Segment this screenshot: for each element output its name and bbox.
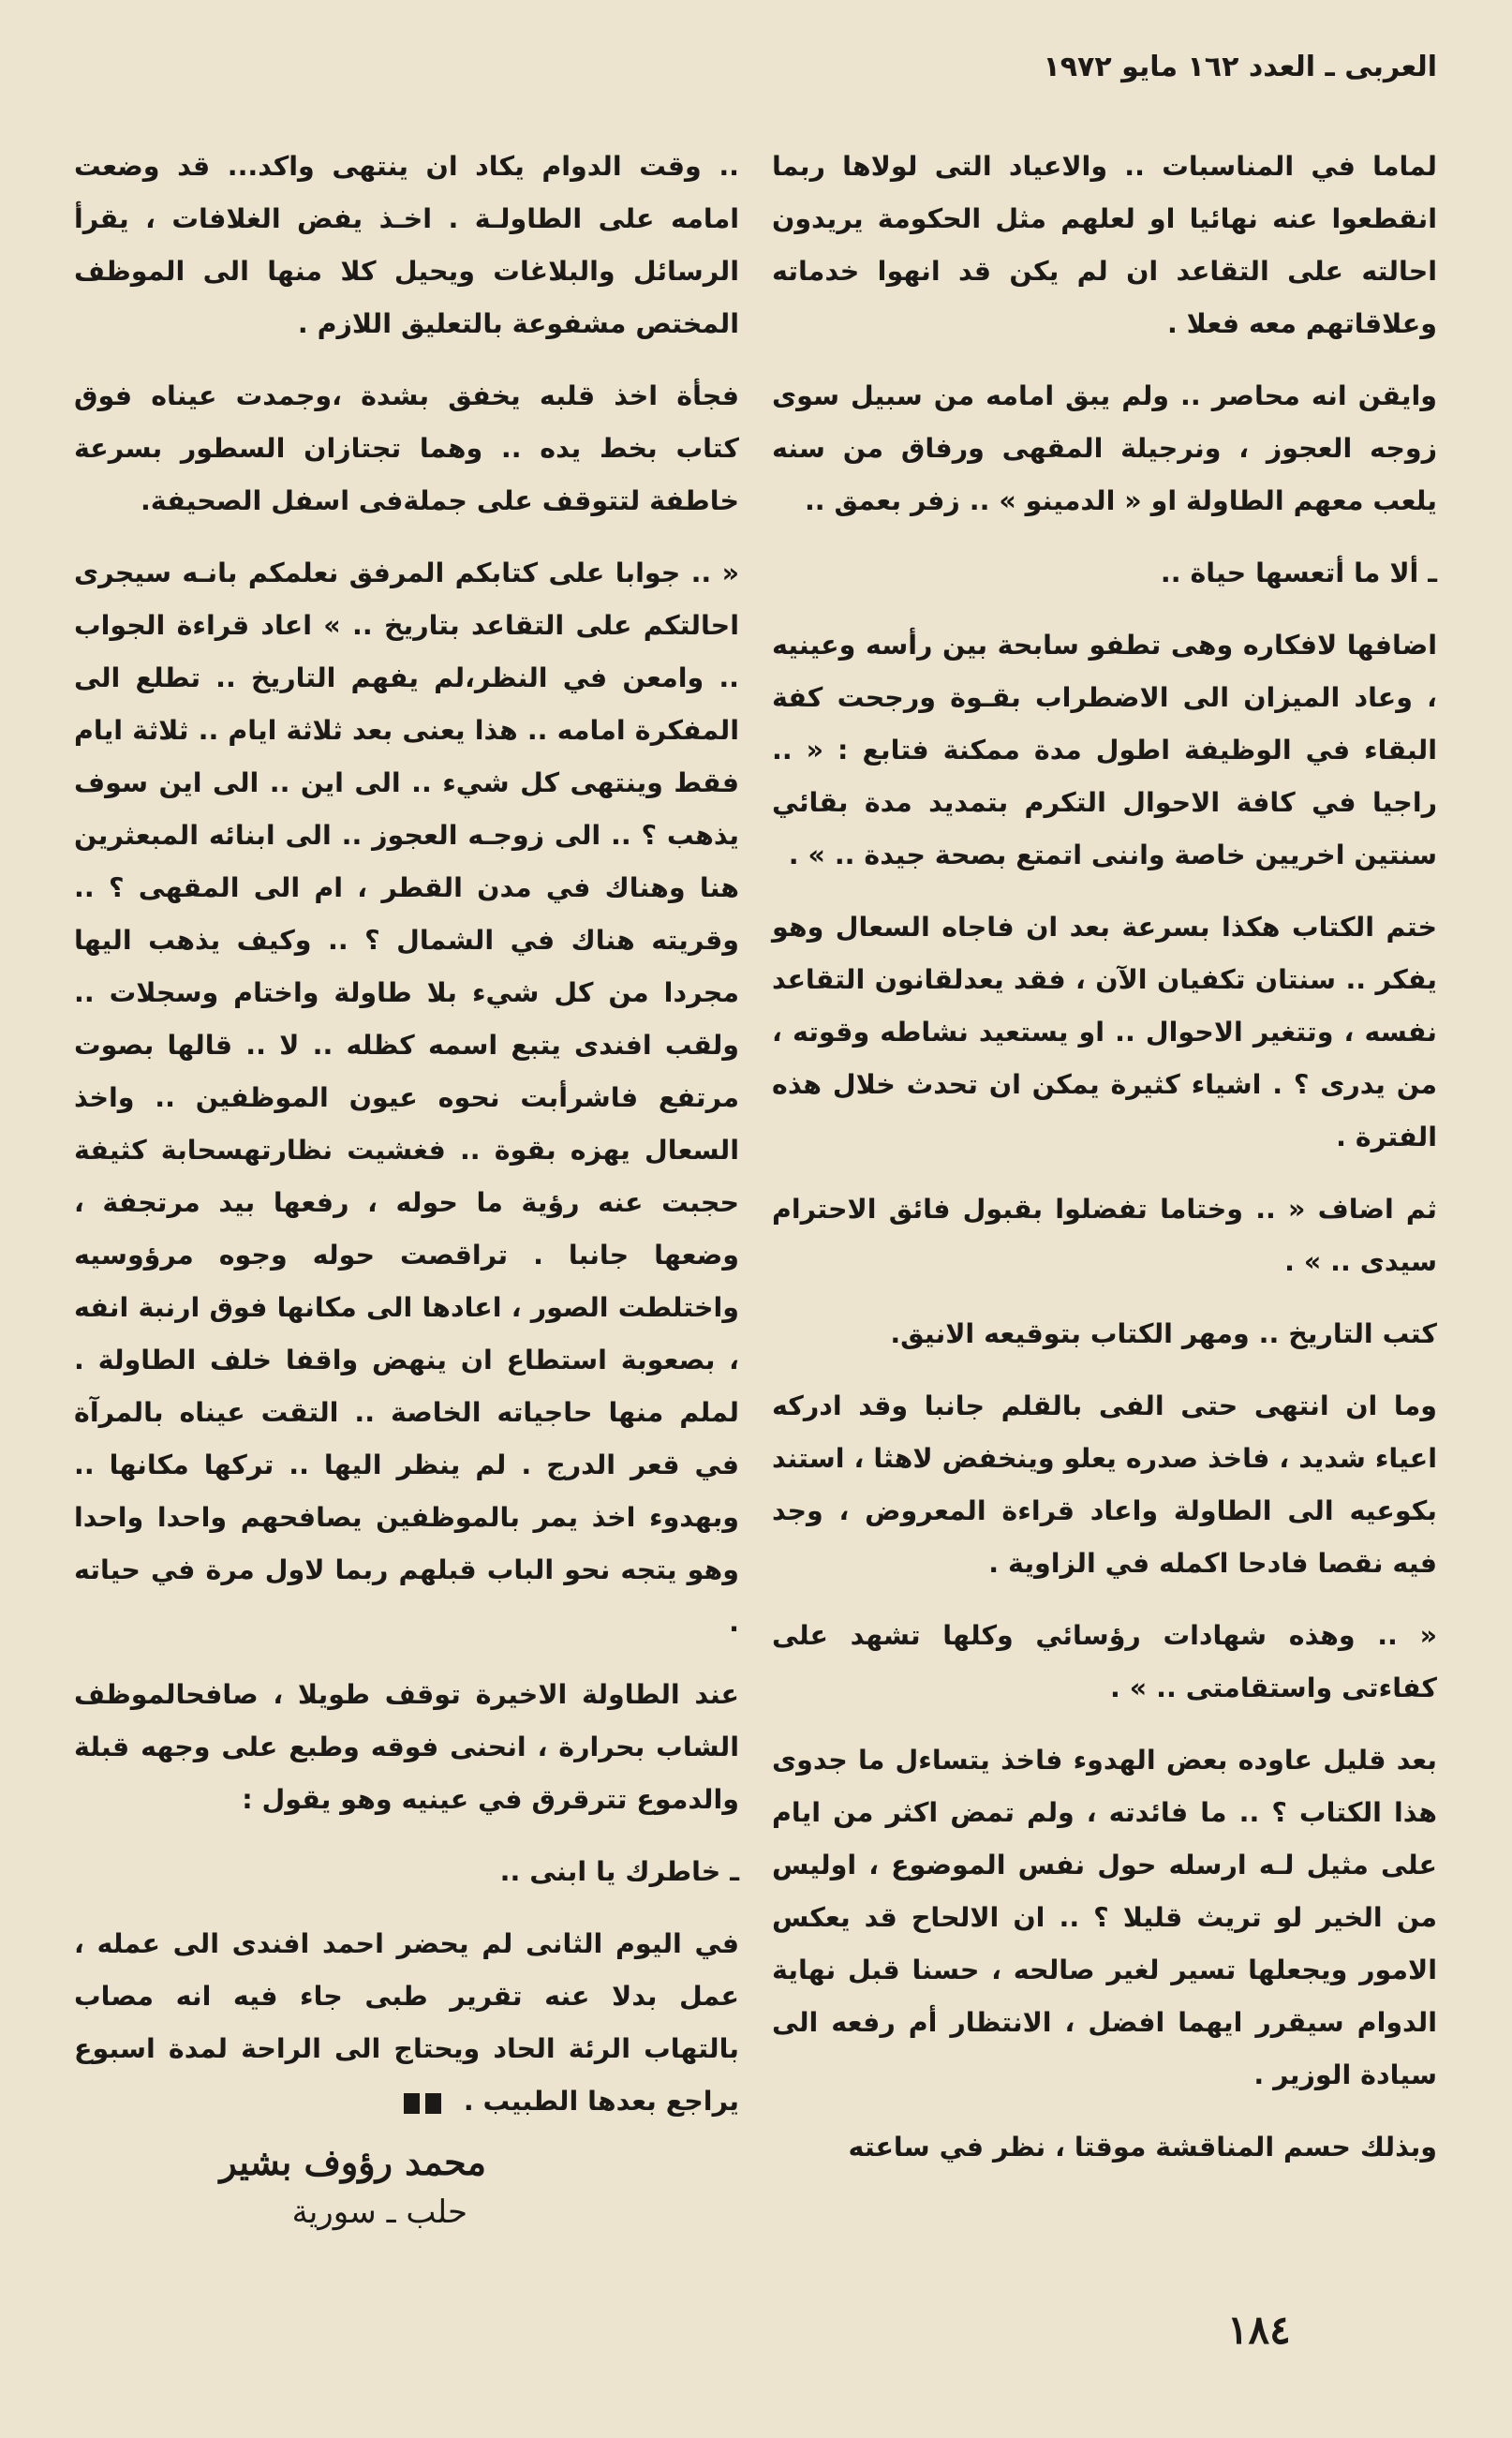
paragraph: لماما في المناسبات .. والاعياد التى لولاها ربما انقطعوا عنه نهائيا او لعلهم مثل الحكومة يريدون احالته على التقاعد ان لم يكن قد انهوا خدماته وعلاقاتهم معه فعلا . [772,151,1437,339]
paragraph: .. وقت الدوام يكاد ان ينتهى واكد... قد وضعت امامه على الطاولـة . اخـذ يفض الغلافات ، يقرأ الرسائل والبلاغات ويحيل كلا منها الى الموظف المختص مشفوعة بالتعليق اللازم . [74,151,739,339]
end-square-icon [425,2093,441,2114]
paragraph: اضافها لافكاره وهى تطفو سابحة بين رأسه وعينيه ، وعاد الميزان الى الاضطراب بقـوة ورجحت كفة البقاء في الوظيفة اطول مدة ممكنة فتابع : « .. راجيا في كافة الاحوال التكرم بتمديد مدة بقائي سنتين اخريين خاصة واننى اتمتع بصحة جيدة .. » . [772,630,1437,870]
paragraph: عند الطاولة الاخيرة توقف طويلا ، صافحالموظف الشاب بحرارة ، انحنى فوقه وطبع على وجهه قبلة والدموع تترقرق في عينيه وهو يقول : [74,1679,739,1815]
page-number: ١٨٤ [1227,2307,1291,2353]
paragraph: وبذلك حسم المناقشة موقتا ، نظر في ساعته [848,2132,1437,2163]
end-square-icon [404,2093,420,2114]
author-location: حلب ـ سورية [291,2193,467,2231]
running-head: العربى ـ العدد ١٦٢ مايو ١٩٧٢ [1043,51,1437,83]
author-name: محمد رؤوف بشير [219,2141,486,2183]
paragraph: ـ خاطرك يا ابنى .. [499,1856,739,1887]
end-of-article-mark [404,2076,447,2129]
left-column [74,141,739,2236]
closing-paragraph [74,1918,739,2129]
paragraph: وايقن انه محاصر .. ولم يبق امامه من سبيل سوى زوجه العجوز ، ونرجيلة المقهى ورفاق من سنه يلعب معهم الطاولة او « الدمينو » .. زفر بعمق .. [772,380,1437,516]
paragraph: « .. وهذه شهادات رؤسائي وكلها تشهد على كفاءتى واستقامتى .. » . [772,1620,1437,1703]
paragraph: ثم اضاف « .. وختاما تفضلوا بقبول فائق الاحترام سيدى .. » . [772,1194,1437,1277]
paragraph: في اليوم الثانى لم يحضر احمد افندى الى عمله ، عمل بدلا عنه تقرير طبى جاء فيه انه مصاب بالتهاب الرئة الحاد ويحتاج الى الراحة لمدة اسبوع يراجع بعدها الطبيب . [74,1928,739,2117]
paragraph: ختم الكتاب هكذا بسرعة بعد ان فاجاه السعال وهو يفكر .. سنتان تكفيان الآن ، فقد يعدلقانون التقاعد نفسه ، وتتغير الاحوال .. او يستعيد نشاطه وقوته ، من يدرى ؟ . اشياء كثيرة يمكن ان تحدث خلال هذه الفترة . [772,912,1437,1152]
paragraph: ـ ألا ما أتعسها حياة .. [1160,557,1437,588]
paragraph: وما ان انتهى حتى الفى بالقلم جانبا وقد ادركه اعياء شديد ، فاخذ صدره يعلو وينخفض لاهثا ، استند بكوعيه الى الطاولة واعاد قراءة المعروض ، وجد فيه نقصا فادحا اكمله في الزاوية . [772,1390,1437,1579]
right-column [772,141,1437,2193]
paragraph: « .. جوابا على كتابكم المرفق نعلمكم بانـه سيجرى احالتكم على التقاعد بتاريخ .. » اعاد قراءة الجواب .. وامعن في النظر،لم يفهم التاريخ .. تطلع الى المفكرة امامه .. هذا يعنى بعد ثلاثة ايام .. ثلاثة ايام فقط وينتهى كل شيء .. الى اين .. الى اين سوف يذهب ؟ .. الى زوجـه العجوز .. الى ابنائه المبعثرين هنا وهناك في مدن القطر ، ام الى المقهى ؟ .. وقريته هناك في الشمال ؟ .. وكيف يذهب اليها مجردا من كل شيء بلا طاولة واختام وسجلات .. ولقب افندى يتبع اسمه كظله .. لا .. قالها بصوت مرتفع فاشرأبت نحوه عيون الموظفين .. واخذ السعال يهزه بقوة .. فغشيت نظارتهسحابة كثيفة حجبت عنه رؤية ما حوله ، رفعها بيد مرتجفة ، وضعها جانبا . تراقصت حوله وجوه مرؤوسيه واختلطت الصور ، اعادها الى مكانها فوق ارنبة انفه ، بصعوبة استطاع ان ينهض واقفا خلف الطاولة . لملم منها حاجياته الخاصة .. التقت عيناه بالمرآة في قعر الدرج . لم ينظر اليها .. تركها مكانها .. وبهدوء اخذ يمر بالموظفين يصافحهم واحدا واحدا وهو يتجه نحو الباب قبلهم ربما لاول مرة في حياته . [74,557,739,1638]
paragraph: بعد قليل عاوده بعض الهدوء فاخذ يتساءل ما جدوى هذا الكتاب ؟ .. ما فائدته ، ولم تمض اكثر من ايام على مثيل لـه ارسله حول نفس الموضوع ، اوليس من الخير لو تريث قليلا ؟ .. ان الالحاح قد يعكس الامور ويجعلها تسير لغير صالحه ، حسنا قبل نهاية الدوام سيقرر ايهما افضل ، الانتظار أم رفعه الى سيادة الوزير . [772,1745,1437,2090]
paragraph: كتب التاريخ .. ومهر الكتاب بتوقيعه الانيق. [890,1318,1437,1349]
paragraph: فجأة اخذ قلبه يخفق بشدة ،وجمدت عيناه فوق كتاب بخط يده .. وهما تجتازان السطور بسرعة خاطفة لتتوقف على جملةفى اسفل الصحيفة. [74,380,739,516]
